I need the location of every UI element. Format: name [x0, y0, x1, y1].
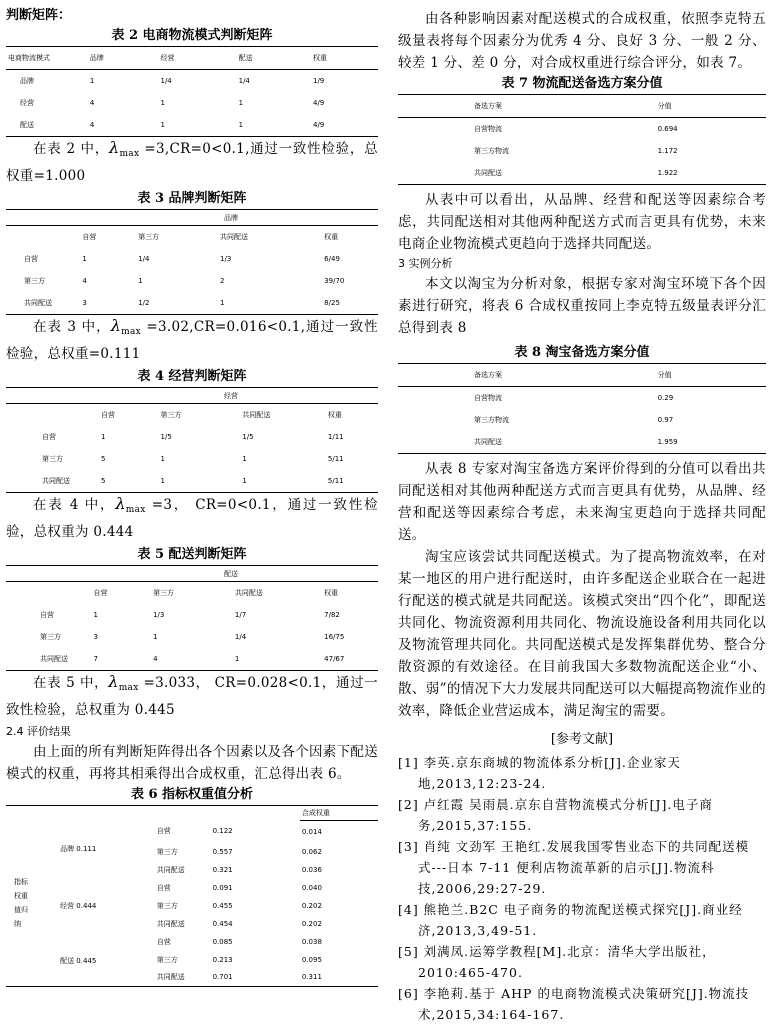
table-2 — [6, 46, 378, 137]
table-cell: 1 — [160, 121, 165, 129]
label-line: 指标 — [14, 878, 28, 886]
table-group-header: 经营 — [6, 388, 378, 404]
table-3-caption: 表 3 品牌判断矩阵 — [137, 191, 247, 206]
table-cell: 7/82 — [324, 611, 340, 619]
paragraph-t4 — [6, 493, 378, 543]
table-cell: 4 — [82, 277, 87, 285]
table-cell: 第三方 — [156, 847, 178, 856]
table-cell: 共同配送 — [474, 169, 502, 177]
table-cell: 自营 — [24, 255, 38, 263]
table-cell: 0.062 — [301, 847, 322, 856]
table-cell: 共同配送 — [156, 865, 185, 874]
table-cell: 0.454 — [212, 919, 233, 928]
table-cell: 0.213 — [212, 955, 233, 964]
table-cell: 0.97 — [657, 416, 674, 424]
table-cell: 共同配送 — [156, 973, 185, 982]
table-header: 权重 — [311, 47, 378, 70]
table-row — [6, 248, 378, 270]
table-row — [6, 879, 378, 897]
table-cell: 自营物流 — [474, 394, 502, 402]
table-cell: 0.557 — [212, 847, 233, 856]
table-cell: 1 — [82, 255, 87, 263]
section-3-heading: 3 实例分析 — [398, 257, 453, 270]
table-4 — [6, 387, 378, 493]
table-header: 备选方案 — [398, 95, 656, 118]
table-header: 共同配送 — [234, 589, 263, 597]
table-7 — [398, 94, 766, 185]
table-2-caption: 表 2 电商物流模式判断矩阵 — [111, 28, 273, 43]
table-row — [6, 270, 378, 292]
table-header: 自营 — [101, 411, 115, 419]
table-row — [6, 933, 378, 951]
table-6-caption: 表 6 指标权重值分析 — [130, 787, 254, 802]
text-span: =3， CR=0<0.1，通过一致性检验，总权重为 0.444 — [6, 497, 378, 540]
table-cell: 1 — [101, 433, 106, 441]
lambda-symbol: λ — [109, 138, 120, 157]
label-line: 纳 — [14, 920, 21, 928]
table-cell: 共同配送 — [156, 919, 185, 928]
table-cell: 0.038 — [301, 937, 322, 946]
table-row — [398, 118, 766, 141]
table-header: 电商物流模式 — [6, 47, 88, 70]
table-cell: 1.959 — [657, 438, 678, 446]
paragraph-t2 — [6, 137, 378, 187]
table-cell: 5 — [101, 477, 106, 485]
table-header — [6, 226, 80, 249]
table-cell: 1/11 — [327, 433, 344, 441]
table-8 — [398, 363, 766, 454]
table-cell: 自营 — [156, 883, 171, 892]
table-cell: 0.036 — [301, 865, 322, 874]
text-span: =3.033， CR=0.028<0.1，通过一致性检验，总权重为 0.445 — [6, 675, 378, 718]
table-7-caption: 表 7 物流配送备选方案分值 — [501, 76, 663, 91]
paragraph-t8-conclusion: 从表 8 专家对淘宝备选方案评价得到的分值可以看出共同配送相对其他两种配送方式而言更具有优势，从品牌、经营和配送等因素综合考虑，未来淘宝更趋向于选择共同配送。 — [398, 461, 766, 543]
table-cell: 0.321 — [212, 865, 233, 874]
table-cell: 1/4 — [238, 77, 250, 85]
table-row — [6, 448, 378, 470]
right-column — [398, 8, 766, 1025]
table-cell: 5 — [101, 455, 106, 463]
table-cell: 8/25 — [324, 299, 340, 307]
table-header: 配送 — [237, 47, 311, 70]
table-row — [6, 604, 378, 626]
table-row — [398, 140, 766, 162]
table-cell: 4 — [89, 99, 95, 107]
table-cell: 2 — [220, 277, 225, 285]
table-header: 经营 — [159, 47, 237, 70]
table-cell: 39/70 — [324, 277, 345, 285]
paragraph-t5 — [6, 671, 378, 721]
paragraph-t3 — [6, 315, 378, 365]
table-cell: 共同配送 — [474, 438, 502, 446]
table-cell: 第三方 — [24, 277, 45, 285]
reference-item: [1] 李英.京东商城的物流体系分析[J].企业家天地,2013,12:23-24. — [398, 755, 681, 791]
table-group-header: 配送 — [6, 566, 378, 582]
table-cell: 品牌 — [20, 77, 34, 85]
text-span: 在表 3 中， — [33, 319, 111, 335]
table-cell: 0.014 — [301, 827, 322, 836]
table-header: 分值 — [656, 95, 766, 118]
table-cell: 1 — [160, 99, 165, 107]
references-title: [参考文献] — [550, 732, 614, 747]
section-2-4-heading: 2.4 评价结果 — [6, 725, 71, 738]
table-cell: 1 — [89, 77, 95, 85]
table-cell: 1 — [242, 455, 247, 463]
table-cell: 4 — [153, 655, 158, 663]
table-header: 分值 — [656, 364, 766, 387]
reference-item: [4] 熊艳兰.B2C 电子商务的物流配送模式探究[J].商业经济,2013,3,49-51. — [398, 902, 743, 938]
table-cell: 1 — [234, 655, 240, 663]
table-cell: 16/75 — [324, 633, 345, 641]
table-cell: 1 — [153, 633, 158, 641]
table-cell: 经营 0.444 — [60, 901, 97, 910]
table-header: 权重 — [327, 411, 342, 419]
table-header: 第三方 — [160, 411, 182, 419]
table-header: 权重 — [324, 233, 339, 241]
table-cell: 自营 — [40, 611, 54, 619]
left-column — [6, 0, 378, 987]
table-8-caption: 表 8 淘宝备选方案分值 — [514, 345, 650, 360]
table-header — [6, 582, 92, 605]
table-cell: 3 — [93, 633, 99, 641]
table-cell: 3 — [82, 299, 87, 307]
table-cell: 1 — [93, 611, 99, 619]
table-cell: 1/3 — [153, 611, 165, 619]
subscript: max — [118, 683, 139, 693]
table-cell: 第三方 — [156, 955, 178, 964]
table-cell: 共同配送 — [42, 477, 70, 485]
table-cell: 1/5 — [160, 433, 172, 441]
subscript: max — [121, 327, 142, 337]
lambda-symbol: λ — [115, 494, 126, 513]
text-span: 在表 4 中， — [33, 497, 116, 513]
table-header: 自营 — [93, 589, 108, 597]
table-cell: 7 — [93, 655, 99, 663]
paragraph-taobao: 本文以淘宝为分析对象，根据专家对淘宝环境下各个因素进行研究，将表 6 合成权重按同上李克特五级量表评分汇总得到表 8 — [398, 276, 766, 336]
table-cell: 1 — [238, 99, 244, 107]
table-cell: 1 — [160, 455, 165, 463]
table-cell: 共同配送 — [40, 655, 68, 663]
table-row — [6, 70, 378, 93]
lambda-symbol: λ — [110, 316, 122, 335]
table-cell: 0.085 — [212, 937, 233, 946]
table-cell: 1/7 — [234, 611, 247, 619]
table-cell: 共同配送 — [24, 299, 52, 307]
table-row — [6, 426, 378, 448]
table-cell: 自营 — [156, 937, 171, 946]
table-header: 品牌 — [88, 47, 159, 70]
label-line: 权重 — [14, 892, 28, 900]
table-cell: 1 — [138, 277, 143, 285]
subscript: max — [125, 505, 146, 515]
table-cell: 经营 — [20, 99, 34, 107]
reference-item: [5] 刘满凤.运筹学教程[M].北京：清华大学出版社，2010:465-470. — [398, 944, 716, 980]
table-cell: 自营 — [156, 827, 171, 836]
table-row — [6, 820, 378, 843]
table-cell: 1 — [242, 477, 247, 485]
table-5-caption: 表 5 配送判断矩阵 — [137, 547, 247, 562]
reference-item: [2] 卢红霞 吴雨晨.京东自营物流模式分析[J].电子商务,2015,37:155. — [398, 797, 713, 833]
table-cell: 5/11 — [327, 455, 344, 463]
text-span: =3.02,CR=0.016<0.1,通过一致性检验，总权重=0.111 — [6, 319, 378, 362]
table-cell: 0.122 — [212, 827, 233, 836]
table-cell: 0.095 — [301, 955, 322, 964]
text-span: 在表 2 中， — [33, 141, 110, 157]
judge-matrix-heading: 判断矩阵： — [6, 8, 72, 23]
paragraph-2-4: 由上面的所有判断矩阵得出各个因素以及各个因素下配送模式的权重，再将其相乘得出合成权重，汇总得出表 6。 — [6, 744, 378, 782]
reference-item: [3] 肖纯 文劲军 王艳红.发展我国零售业态下的共同配送模式---日本 7-11 便利店物流革新的启示[J].物流科技,2006,29:27-29. — [398, 839, 750, 896]
table-cell: 0.091 — [212, 883, 233, 892]
table-cell: 1.172 — [657, 147, 678, 155]
table-cell: 第三方物流 — [474, 147, 509, 155]
table-cell: 5/11 — [327, 477, 344, 485]
table-row — [6, 114, 378, 137]
table-cell: 4 — [89, 121, 95, 129]
table-6 — [6, 805, 378, 987]
table-header: 合成权重 — [300, 806, 378, 821]
table-cell: 第三方 — [40, 633, 61, 641]
table-header: 共同配送 — [242, 411, 271, 419]
table-cell: 第三方 — [42, 455, 63, 463]
table-row — [398, 431, 766, 454]
table-row — [6, 648, 378, 671]
table-cell: 1/4 — [234, 633, 247, 641]
table-cell: 第三方 — [156, 901, 178, 910]
table-group-label — [6, 820, 58, 987]
table-cell: 0.202 — [301, 919, 322, 928]
table-row — [6, 292, 378, 315]
table-row — [398, 409, 766, 431]
table-cell: 0.694 — [657, 125, 678, 133]
text-span: 在表 5 中， — [33, 675, 109, 691]
table-cell: 配送 0.445 — [60, 957, 97, 965]
reference-item: [6] 李艳莉.基于 AHP 的电商物流模式决策研究[J].物流技术,2015,34:164-167. — [398, 986, 750, 1022]
table-row — [6, 626, 378, 648]
table-cell: 1/2 — [138, 299, 150, 307]
table-header — [6, 404, 99, 427]
table-header: 备选方案 — [398, 364, 656, 387]
table-cell: 1/4 — [138, 255, 150, 263]
table-cell: 1/4 — [160, 77, 172, 85]
table-header: 第三方 — [138, 233, 160, 241]
table-header: 共同配送 — [220, 233, 249, 241]
paragraph-t7-conclusion: 从表中可以看出，从品牌、经营和配送等因素综合考虑，共同配送相对其他两种配送方式而言更具有优势，未来电商企业物流模式更趋向于选择共同配送。 — [398, 192, 766, 252]
table-row — [6, 470, 378, 493]
table-cell: 第三方物流 — [474, 416, 509, 424]
table-header: 权重 — [324, 589, 339, 597]
table-cell: 4/9 — [313, 121, 325, 129]
table-cell: 0.455 — [212, 901, 233, 910]
table-cell: 0.29 — [657, 394, 674, 402]
table-cell: 1/3 — [220, 255, 232, 263]
table-header: 自营 — [82, 233, 97, 241]
table-row — [398, 162, 766, 185]
table-cell: 1/9 — [313, 77, 325, 85]
table-row — [6, 92, 378, 114]
table-4-caption: 表 4 经营判断矩阵 — [137, 369, 247, 384]
table-cell: 6/49 — [324, 255, 340, 263]
table-cell: 自营 — [42, 433, 56, 441]
table-cell: 0.311 — [301, 973, 322, 982]
table-cell: 47/67 — [324, 655, 345, 663]
paragraph-joint-distribution: 淘宝应该尝试共同配送模式。为了提高物流效率，在对某一地区的用户进行配送时，由许多配送企业联合在一起进行配送的模式就是共同配送。该模式突出“四个化”，即配送共同化、物流资源利用共同化、物流设施设备利用共同化以及物流管理共同化。共同配送模式是发挥集群优势、整合分散资源的有效途径。在目前我国大多数物流配送企业“小、散、弱”的情况下大力发展共同配送可以大幅提高物流作业的效率，降低企业营运成本，满足淘宝的需要。 — [398, 549, 766, 719]
table-header: 第三方 — [153, 589, 175, 597]
table-cell: 配送 — [20, 121, 34, 129]
paragraph-likert: 由各种影响因素对配送模式的合成权重，依照李克特五级量表将每个因素分为优秀 4 分、良好 3 分、一般 2 分、较差 1 分、差 0 分，对合成权重进行综合评分，如表 7。 — [398, 11, 766, 71]
table-cell: 0.701 — [212, 973, 233, 982]
table-group-header: 品牌 — [6, 210, 378, 226]
lambda-symbol: λ — [108, 672, 119, 691]
table-cell: 1 — [160, 477, 165, 485]
label-line: 值归 — [14, 906, 28, 914]
table-cell: 4/9 — [313, 99, 325, 107]
table-cell: 1 — [220, 299, 225, 307]
table-cell: 品牌 0.111 — [60, 845, 97, 854]
table-cell: 1/5 — [242, 433, 254, 441]
subscript: max — [119, 149, 140, 159]
table-cell: 1 — [238, 121, 244, 129]
table-cell: 0.202 — [301, 901, 322, 910]
table-cell: 1.922 — [657, 169, 678, 177]
table-row — [398, 387, 766, 410]
table-5 — [6, 565, 378, 671]
table-cell: 0.040 — [301, 883, 322, 892]
text-span: =3,CR=0<0.1,通过一致性检验，总权重=1.000 — [6, 141, 378, 184]
table-3 — [6, 209, 378, 315]
table-cell: 自营物流 — [474, 125, 502, 133]
